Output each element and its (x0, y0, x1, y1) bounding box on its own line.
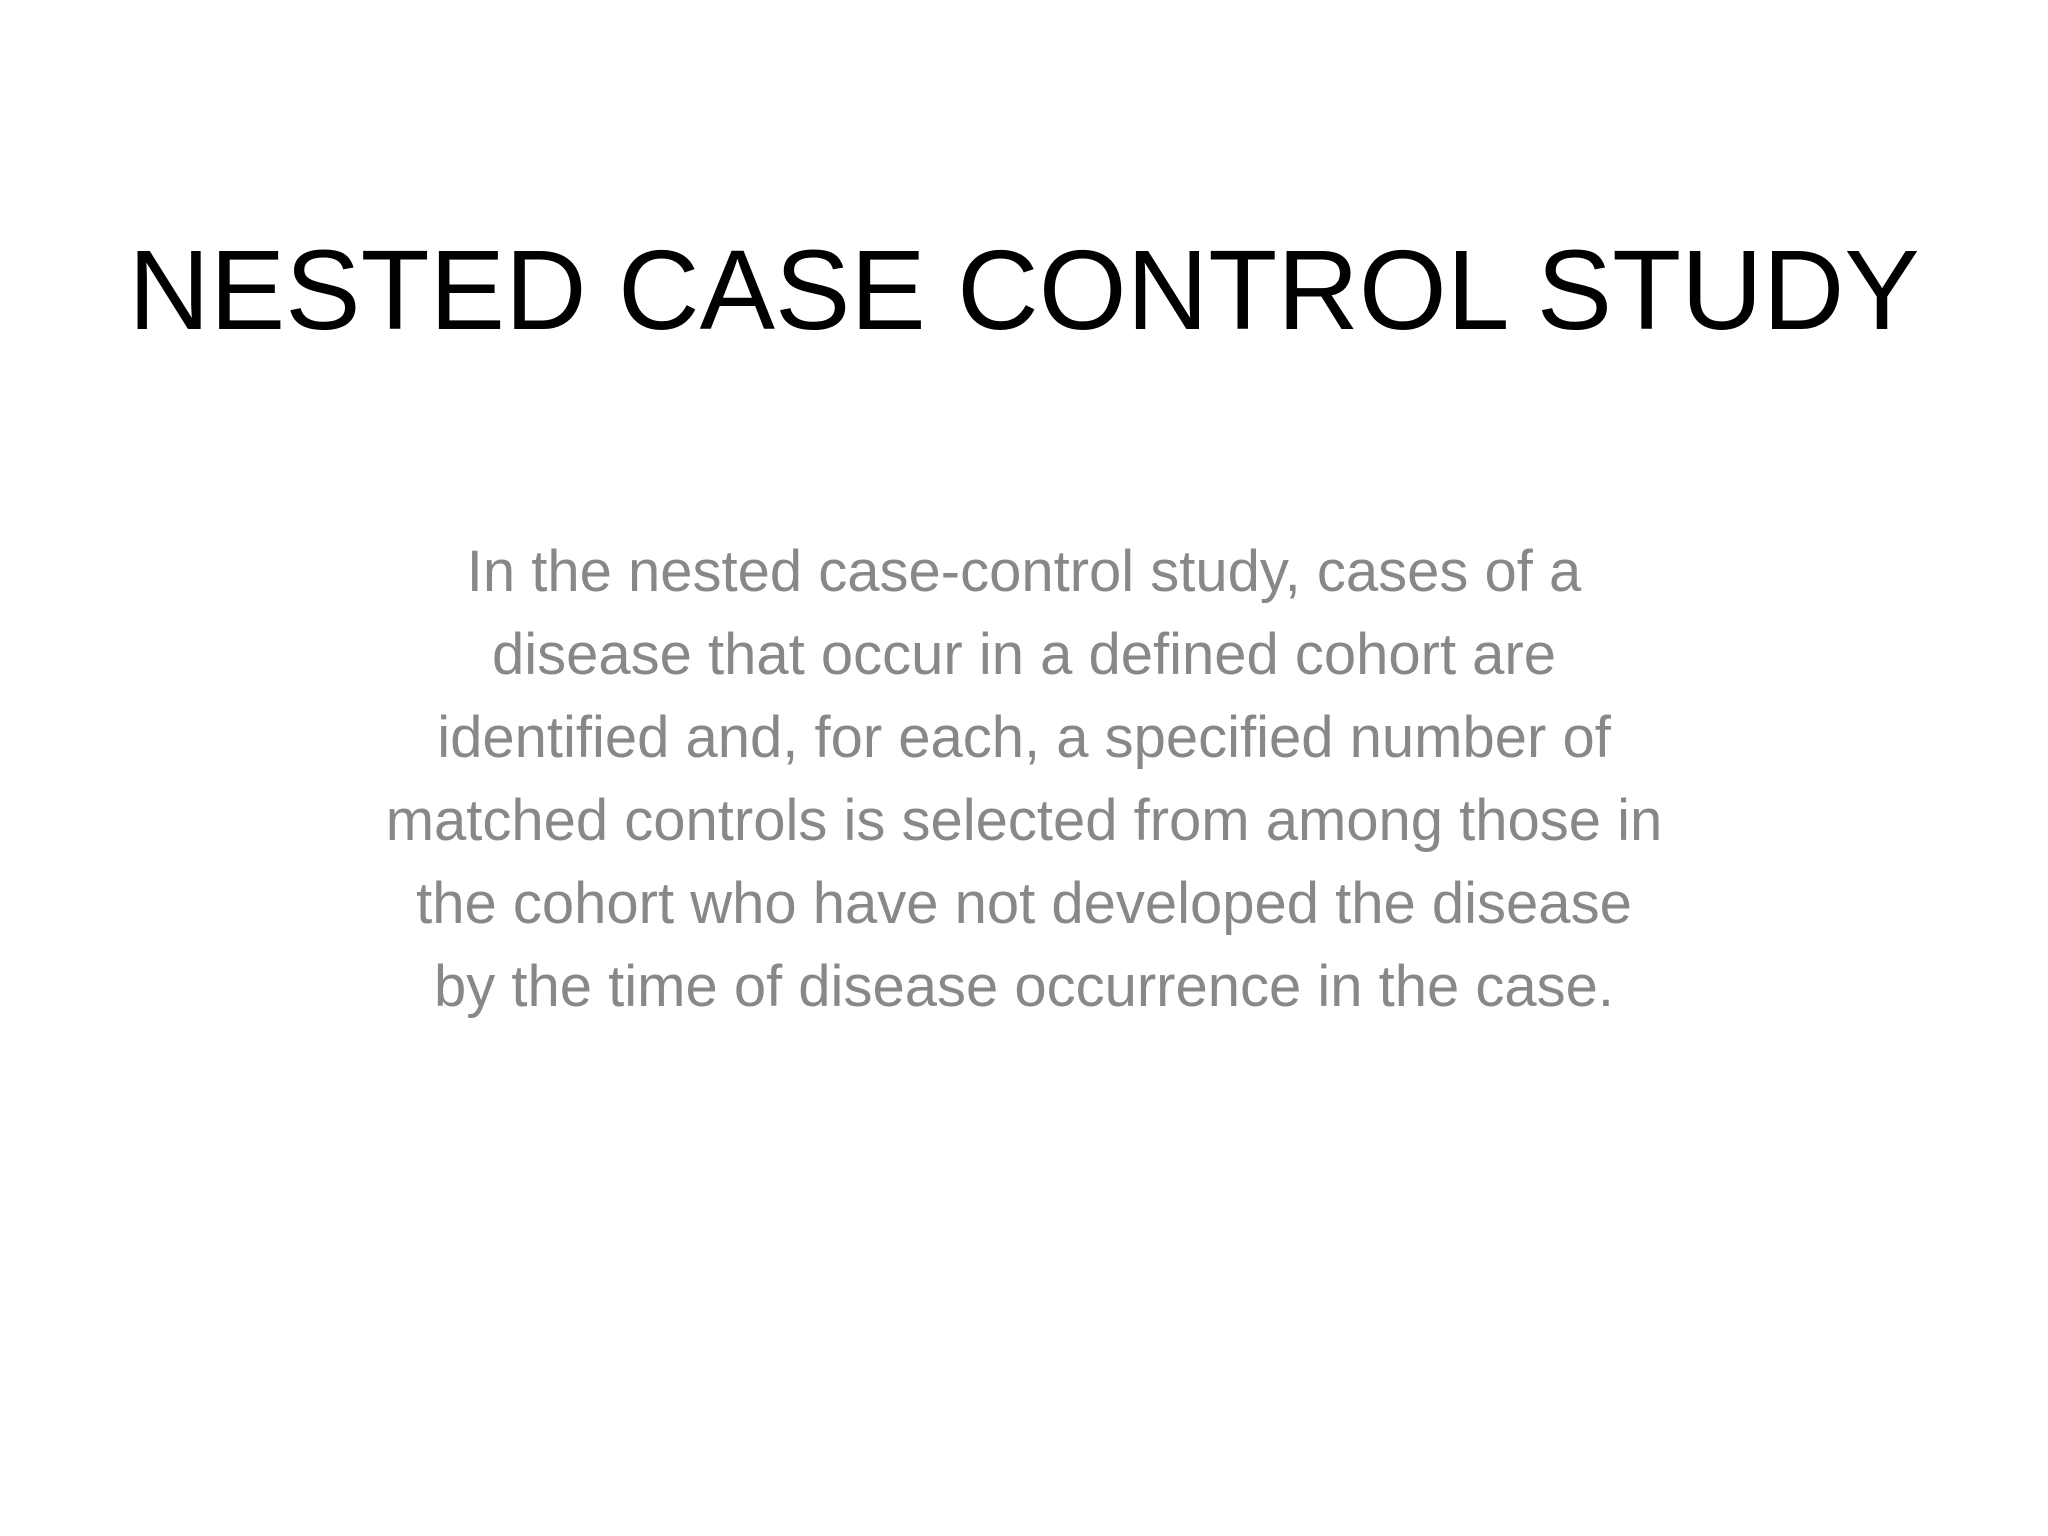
body-line: disease that occur in a defined cohort are (492, 622, 1556, 687)
body-line: the cohort who have not developed the disease (416, 871, 1632, 936)
body-line: In the nested case-control study, cases of a (466, 539, 1582, 604)
body-line: by the time of disease occurrence in the case. (434, 954, 1614, 1019)
slide-body-text (280, 530, 1768, 1028)
slide-title: NESTED CASE CONTROL STUDY (128, 227, 1920, 353)
body-line: matched controls is selected from among those in (385, 788, 1663, 853)
body-line: identified and, for each, a specified number of (437, 705, 1611, 770)
